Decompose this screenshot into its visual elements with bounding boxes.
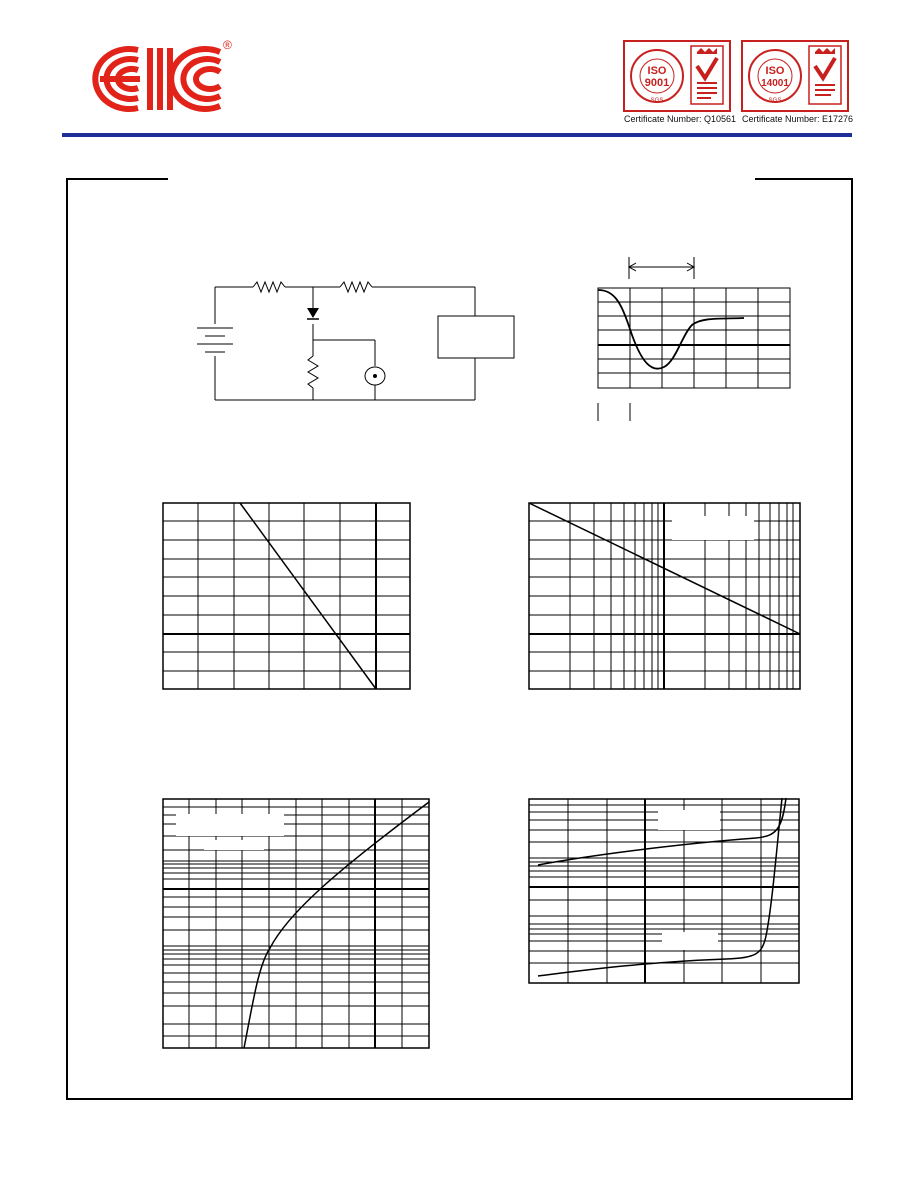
surge-current-chart bbox=[526, 500, 804, 692]
header-rule bbox=[62, 133, 852, 137]
derating-curve-chart bbox=[160, 500, 414, 692]
frame-title-gap bbox=[168, 174, 755, 182]
iso-9001-certificate bbox=[623, 40, 731, 112]
svg-text:ISO: ISO bbox=[765, 65, 785, 77]
registered-mark: ® bbox=[223, 38, 232, 52]
svg-text:SGS: SGS bbox=[768, 98, 782, 104]
capacitance-chart bbox=[526, 796, 802, 986]
iso-14001-caption: Certificate Number: E17276 bbox=[742, 114, 854, 124]
iso-9001-caption: Certificate Number: Q10561 bbox=[624, 114, 737, 124]
recovery-waveform-chart bbox=[592, 255, 802, 425]
forward-characteristic-chart bbox=[160, 796, 432, 1052]
svg-text:SGS: SGS bbox=[650, 98, 664, 104]
iso-14001-seal-icon bbox=[743, 42, 847, 110]
iso-9001-seal-icon bbox=[625, 42, 729, 110]
svg-text:9001: 9001 bbox=[644, 77, 670, 89]
test-circuit-diagram bbox=[185, 272, 525, 412]
svg-text:ISO: ISO bbox=[647, 65, 667, 77]
eic-logo bbox=[80, 38, 240, 118]
iso-14001-certificate bbox=[741, 40, 849, 112]
svg-text:14001: 14001 bbox=[761, 78, 789, 89]
